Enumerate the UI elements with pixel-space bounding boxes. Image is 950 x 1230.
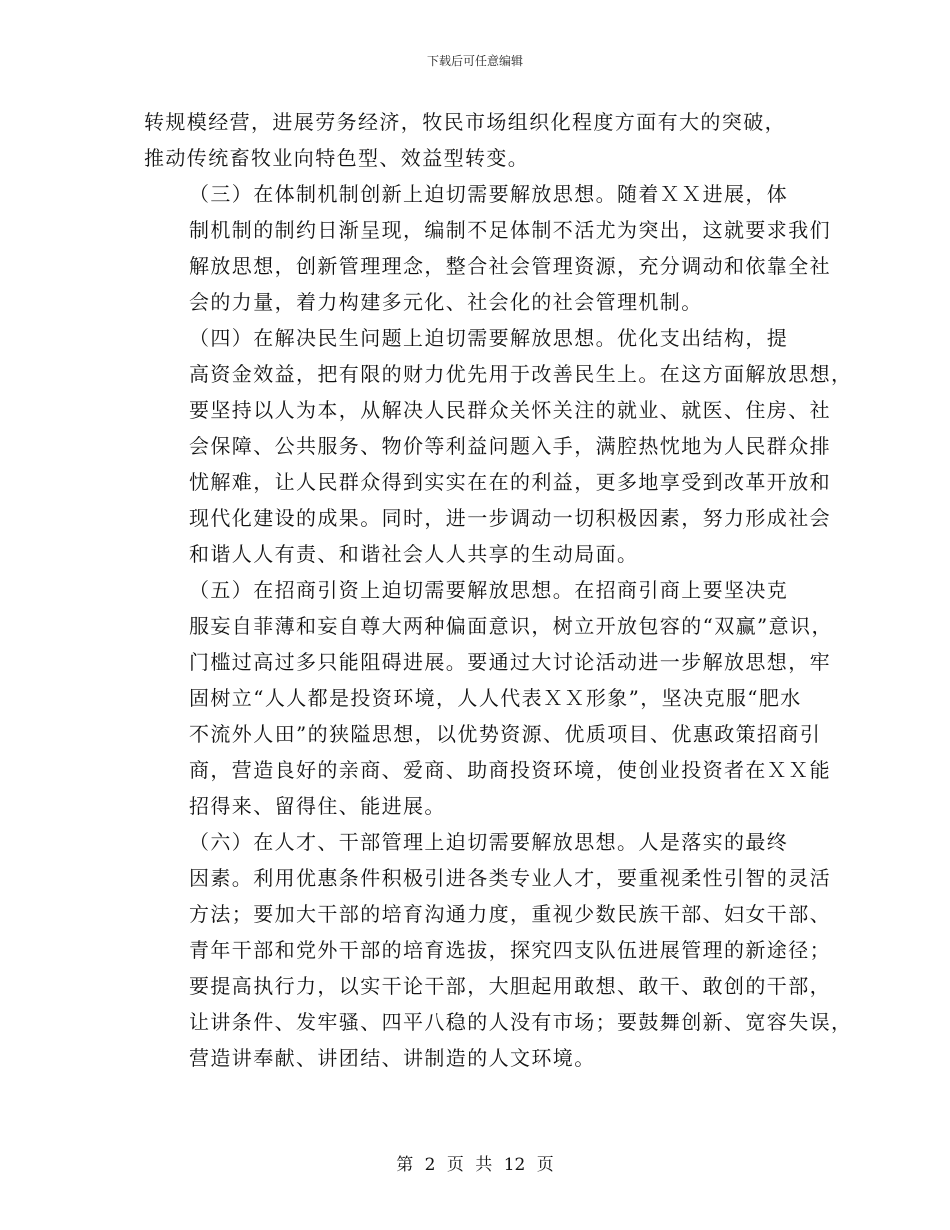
paragraph-section-6 xyxy=(144,824,853,1076)
text-line: 招得来、留得住、能进展。 xyxy=(189,794,446,818)
text-line: （三）在体制机制创新上迫切需要解放思想。随着ＸＸ进展，体 xyxy=(189,182,789,206)
document-body xyxy=(144,104,853,1076)
paragraph-section-5 xyxy=(144,572,833,824)
text-line: 推动传统畜牧业向特色型、效益型转变。 xyxy=(144,146,530,170)
text-line: 要提高执行力，以实干论干部，大胆起用敢想、敢干、敢创的干部， xyxy=(189,974,831,998)
text-line: （五）在招商引资上迫切需要解放思想。在招商引商上要坚决克 xyxy=(189,578,789,602)
text-line: 会的力量，着力构建多元化、社会化的社会管理机制。 xyxy=(189,290,703,314)
text-line: （四）在解决民生问题上迫切需要解放思想。优化支出结构，提 xyxy=(189,326,789,350)
text-line: 让讲条件、发牢骚、四平八稳的人没有市场；要鼓舞创新、宽容失误， xyxy=(189,1010,853,1034)
text-line: 商，营造良好的亲商、爱商、助商投资环境，使创业投资者在ＸＸ能 xyxy=(189,758,831,782)
text-line: （六）在人才、干部管理上迫切需要解放思想。人是落实的最终 xyxy=(189,830,789,854)
text-line: 转规模经营，进展劳务经济，牧民市场组织化程度方面有大的突破， xyxy=(144,110,786,134)
text-line: 解放思想，创新管理理念，整合社会管理资源，充分调动和依靠全社 xyxy=(189,254,831,278)
text-line: 服妄自菲薄和妄自尊大两种偏面意识，树立开放包容的“双赢”意识， xyxy=(189,614,833,638)
text-line: 制机制的制约日渐呈现，编制不足体制不活尤为突出，这就要求我们 xyxy=(189,218,831,242)
paragraph-section-3 xyxy=(144,176,831,320)
page-header: 下载后可任意编辑 xyxy=(426,54,523,68)
text-line: 会保障、公共服务、物价等利益问题入手，满腔热忱地为人民群众排 xyxy=(189,434,831,458)
text-line: 青年干部和党外干部的培育选拔，探究四支队伍进展管理的新途径； xyxy=(189,938,831,962)
text-line: 门槛过高过多只能阻碍进展。要通过大讨论活动进一步解放思想，牢 xyxy=(189,650,831,674)
text-line: 不流外人田”的狭隘思想，以优势资源、优质项目、优惠政策招商引 xyxy=(189,722,822,746)
text-line: 要坚持以人为本，从解决人民群众关怀关注的就业、就医、住房、社 xyxy=(189,398,831,422)
text-line: 固树立“人人都是投资环境，人人代表ＸＸ形象”，坚决克服“肥水 xyxy=(189,686,802,710)
text-line: 和谐人人有责、和谐社会人人共享的生动局面。 xyxy=(189,542,639,566)
page-number-footer: 第 2 页 共 12 页 xyxy=(396,1155,554,1175)
text-line: 忧解难，让人民群众得到实实在在的利益，更多地享受到改革开放和 xyxy=(189,470,831,494)
paragraph-continuation xyxy=(144,104,804,176)
paragraph-section-4 xyxy=(144,320,853,572)
text-line: 营造讲奉献、讲团结、讲制造的人文环境。 xyxy=(189,1046,596,1070)
text-line: 因素。利用优惠条件积极引进各类专业人才，要重视柔性引智的灵活 xyxy=(189,866,831,890)
text-line: 现代化建设的成果。同时，进一步调动一切积极因素，努力形成社会 xyxy=(189,506,831,530)
text-line: 高资金效益，把有限的财力优先用于改善民生上。在这方面解放思想， xyxy=(189,362,853,386)
text-line: 方法；要加大干部的培育沟通力度，重视少数民族干部、妇女干部、 xyxy=(189,902,831,926)
